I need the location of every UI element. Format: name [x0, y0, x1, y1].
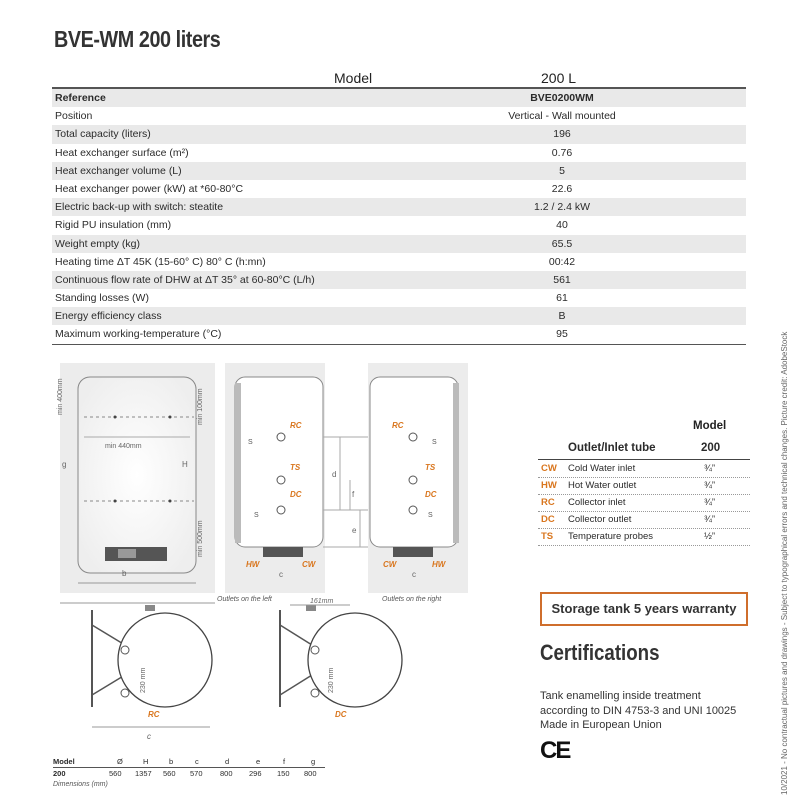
table-row [52, 235, 746, 253]
top-view-right [280, 598, 402, 719]
tank-side-right [370, 377, 458, 547]
table-row [52, 89, 746, 107]
label-s: S [428, 512, 433, 519]
dim-value: 296 [249, 769, 262, 778]
dimensions-value-row [53, 768, 325, 780]
row-desc: Collector outlet [568, 514, 632, 525]
dim-f: f [352, 490, 355, 499]
row-code: RC [541, 497, 555, 508]
row-size: ¾” [704, 514, 716, 525]
row-label: Weight empty (kg) [55, 237, 140, 250]
dimension-lines [323, 437, 370, 547]
table-row [52, 325, 746, 343]
row-value: 1.2 / 2.4 kW [533, 201, 591, 214]
front-view [57, 363, 215, 603]
row-code: CW [541, 463, 557, 474]
row-value: 40 [556, 219, 568, 232]
label-rc: RC [290, 421, 302, 430]
row-label: Standing losses (W) [55, 292, 149, 305]
label-ts: TS [425, 463, 436, 472]
row-label: Heating time ΔT 45K (15-60° C) 80° C (h:mn) [55, 255, 266, 268]
dim-value: 150 [277, 769, 290, 778]
col-model-header: 200 [701, 442, 721, 454]
dim-c: c [412, 570, 416, 579]
dim-161: 161mm [310, 598, 334, 605]
side-view-right [368, 363, 468, 603]
table-row [52, 180, 746, 198]
dim-value: 200 [53, 769, 66, 778]
label-rc: RC [148, 710, 160, 719]
page-title: BVE-WM 200 liters [54, 26, 221, 52]
outlet-table-model-label: Model [693, 420, 727, 432]
row-code: DC [541, 514, 555, 525]
label-rc: RC [392, 421, 404, 430]
table-row [52, 107, 746, 125]
row-size: ½” [704, 531, 716, 542]
spec-header-model: Model [334, 70, 373, 86]
caption-outlets-right: Outlets on the right [382, 596, 442, 603]
row-label: Continuous flow rate of DHW at ΔT 35° at 60-80°C (L/h) [55, 273, 315, 286]
side-disclaimer: 10/2021 - No contractual pictures and drawings - Subject to typographical errors and technical changes. Picture credit: AdobeStock [780, 331, 789, 795]
table-row [538, 512, 750, 529]
row-value: 65.5 [551, 237, 573, 250]
dim-c: c [147, 732, 151, 741]
dim-min-500: min 500mm [197, 520, 204, 557]
label-dc: DC [335, 710, 347, 719]
tank-top-right [308, 613, 402, 707]
table-row [52, 198, 746, 216]
outlet-table-header [538, 440, 750, 460]
table-row [52, 307, 746, 325]
warranty-badge: Storage tank 5 years warranty [540, 592, 748, 626]
label-s: S [432, 439, 437, 446]
row-value: 561 [553, 273, 571, 286]
dim-value: 1357 [135, 769, 152, 778]
dim-value: 560 [163, 769, 176, 778]
table-row [52, 271, 746, 289]
side-view-left [217, 363, 325, 603]
dimensions-caption: Dimensions (mm) [53, 781, 108, 788]
dim-min-100: min 100mm [197, 388, 204, 425]
row-label: Rigid PU insulation (mm) [55, 219, 172, 232]
label-s: S [254, 512, 259, 519]
dim-d: d [332, 470, 337, 479]
row-label: Reference [55, 92, 106, 104]
certifications-title: Certifications [540, 640, 660, 665]
label-cw: CW [383, 560, 397, 569]
dim-header: H [143, 757, 149, 766]
label-hw: HW [432, 560, 446, 569]
dim-min-440: min 440mm [105, 443, 142, 450]
table-row [538, 529, 750, 546]
spec-table-bottom-rule [52, 344, 746, 345]
cert-line: Tank enamelling inside treatment [540, 690, 701, 702]
cert-line: Made in European Union [540, 719, 662, 731]
tank-side-left [235, 377, 323, 547]
table-row [52, 216, 746, 234]
row-value: 22.6 [551, 182, 573, 195]
dim-header: Model [53, 757, 75, 766]
row-label: Heat exchanger power (kW) at *60-80°C [55, 182, 244, 195]
dim-value: 570 [190, 769, 203, 778]
dim-header: Ø [117, 757, 123, 766]
row-value: 95 [556, 328, 568, 341]
label-dc: DC [290, 490, 302, 499]
tank-top-left [118, 613, 212, 707]
dim-value: 560 [109, 769, 122, 778]
row-label: Maximum working-temperature (°C) [55, 328, 222, 341]
dim-230-left: 230 mm [140, 667, 147, 693]
certifications-text [540, 689, 755, 733]
dim-230-right: 230 mm [328, 667, 335, 693]
table-row [538, 478, 750, 495]
row-value: Vertical - Wall mounted [508, 110, 616, 123]
dim-g: g [62, 460, 67, 469]
cert-line: according to DIN 4753-3 and UNI 10025 [540, 704, 737, 717]
table-row [538, 461, 750, 478]
dim-header: e [256, 757, 261, 766]
dim-header: g [311, 757, 316, 766]
row-label: Heat exchanger surface (m²) [55, 146, 189, 159]
dim-header: c [195, 757, 199, 766]
row-value: 00:42 [548, 255, 576, 268]
table-row [52, 162, 746, 180]
tank-front [78, 377, 196, 573]
row-value: B [558, 310, 566, 323]
table-row [538, 495, 750, 512]
ce-mark: CE [540, 737, 570, 764]
dim-header: b [169, 757, 174, 766]
dimensions-table [53, 756, 325, 788]
label-hw: HW [246, 560, 260, 569]
table-row [52, 253, 746, 271]
dim-min-400: min 400mm [57, 378, 64, 415]
row-desc: Temperature probes [568, 531, 654, 542]
row-value: 61 [556, 292, 568, 305]
row-size: ¾” [704, 497, 716, 508]
row-label: Energy efficiency class [55, 310, 162, 323]
row-value: 196 [553, 128, 571, 141]
label-dc: DC [425, 490, 437, 499]
dim-value: 800 [304, 769, 317, 778]
col-tube-header: Outlet/Inlet tube [568, 442, 656, 454]
dim-H: H [182, 460, 188, 469]
top-view-left [92, 605, 212, 741]
row-label: Total capacity (liters) [55, 128, 151, 141]
table-row [52, 289, 746, 307]
spec-table [52, 69, 746, 345]
row-label: Heat exchanger volume (L) [55, 164, 182, 177]
row-desc: Cold Water inlet [568, 463, 636, 474]
dim-c: c [279, 570, 283, 579]
dim-header: f [283, 757, 286, 766]
table-row [52, 125, 746, 143]
label-s: S [248, 439, 253, 446]
label-ts: TS [290, 463, 301, 472]
dim-value: 800 [220, 769, 233, 778]
row-label: Electric back-up with switch: steatite [55, 201, 224, 214]
label-cw: CW [302, 560, 316, 569]
dimensions-header-row [53, 756, 325, 768]
dim-e: e [352, 526, 357, 535]
dim-header: d [225, 757, 230, 766]
row-code: HW [541, 480, 557, 491]
spec-table-header [52, 69, 746, 89]
row-value: BVE0200WM [530, 92, 594, 104]
technical-drawing [50, 355, 530, 750]
row-desc: Collector inlet [568, 497, 626, 508]
row-value: 5 [559, 164, 565, 177]
row-code: TS [541, 531, 554, 542]
table-row [52, 144, 746, 162]
row-desc: Hot Water outlet [568, 480, 637, 491]
row-value: 0.76 [551, 146, 573, 159]
spec-header-value: 200 L [541, 70, 577, 86]
row-size: ¾” [704, 480, 716, 491]
row-size: ¾” [704, 463, 716, 474]
dim-b: b [122, 569, 127, 578]
row-label: Position [55, 110, 93, 123]
caption-outlets-left: Outlets on the left [217, 596, 272, 603]
